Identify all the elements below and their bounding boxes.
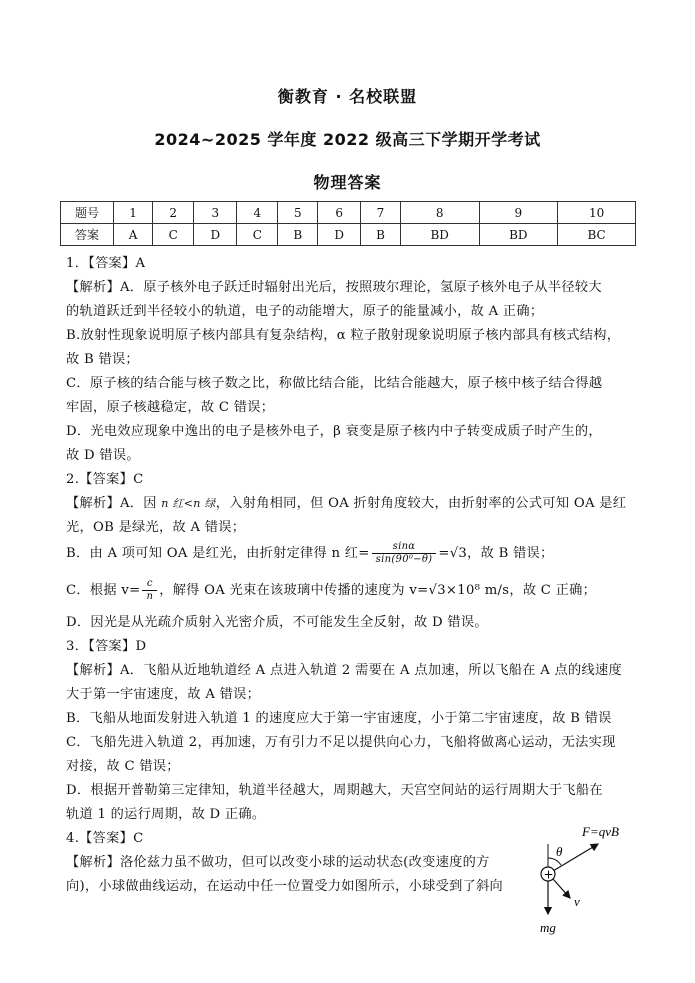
q2-text-part: 【解析】A．因	[66, 496, 162, 511]
q1-answer: 1．【答案】A	[66, 256, 146, 271]
force-label: F=qvB	[582, 824, 619, 839]
q1-text: C．原子核的结合能与核子数之比，称做比结合能，比结合能越大，原子核中核子结合得越	[66, 376, 603, 391]
q2-text-part: ，入射角相同，但 OA 折射角度较大，由折射率的公式可知 OA 是红	[215, 496, 627, 511]
force-diagram	[520, 822, 650, 937]
q1-text: D．光电效应现象中逸出的电子是核外电子，β 衰变是原子核内中子转变成质子时产生的，	[66, 424, 602, 439]
exam-title: 2024~2025 学年度 2022 级高三下学期开学考试	[154, 130, 541, 149]
table-cell: A	[114, 224, 153, 246]
charge-sign: +	[543, 867, 554, 882]
q3-text: 大于第一宇宙速度，故 A 错误；	[66, 687, 261, 702]
table-cell: D	[194, 224, 237, 246]
q3-text: 【解析】A．飞船从近地轨道经 A 点进入轨道 2 需要在 A 点加速，所以飞船在 A 点的线速度	[66, 663, 622, 678]
speed-fraction	[142, 578, 157, 603]
q1-text: 故 D 错误。	[66, 448, 140, 463]
fraction-denominator: n	[146, 591, 154, 602]
q3-text: D．根据开普勒第三定律知，轨道半径越大，周期越大，天宫空间站的运行周期大于飞船在	[66, 783, 603, 798]
q4-text: 【解析】洛伦兹力虽不做功，但可以改变小球的运动状态(改变速度的方	[66, 855, 490, 870]
q3-text: B．飞船从地面发射进入轨道 1 的速度应大于第一宇宙速度，小于第二宇宙速度，故 B 错误	[66, 711, 612, 726]
table-cell: 题号	[61, 202, 114, 224]
q2-text-part: B．由 A 项可知 OA 是红光，由折射定律得 n 红=	[66, 546, 370, 561]
table-cell: 8	[400, 202, 479, 224]
fraction-numerator: sinα	[372, 541, 437, 554]
table-cell: C	[237, 224, 278, 246]
table-cell: D	[318, 224, 361, 246]
q2-text	[66, 495, 626, 512]
q2-text-part: =√3，故 B 错误；	[438, 546, 554, 561]
table-cell: 7	[361, 202, 401, 224]
refraction-fraction	[372, 541, 437, 566]
table-cell: B	[278, 224, 318, 246]
q1-text: 牢固，原子核越稳定，故 C 错误；	[66, 400, 275, 415]
q4-answer: 4.【答案】C	[66, 831, 144, 846]
table-cell: 1	[114, 202, 153, 224]
table-cell: 3	[194, 202, 237, 224]
table-cell: BD	[479, 224, 558, 246]
table-cell: 6	[318, 202, 361, 224]
q2-answer: 2.【答案】C	[66, 472, 144, 487]
angle-label: θ	[556, 844, 563, 859]
q1-text: 故 B 错误；	[66, 352, 139, 367]
table-cell: BD	[400, 224, 479, 246]
table-cell: B	[361, 224, 401, 246]
gravity-label: mg	[540, 920, 556, 935]
q2-text-part: ，解得 OA 光束在该玻璃中传播的速度为 v=√3×10⁸ m/s，故 C 正确；	[159, 583, 597, 598]
table-cell: C	[153, 224, 194, 246]
table-cell: 4	[237, 202, 278, 224]
velocity-label: v	[574, 894, 580, 909]
q2-text: D．因光是从光疏介质射入光密介质，不可能发生全反射，故 D 错误。	[66, 615, 488, 630]
table-cell: BC	[558, 224, 636, 246]
q4-text: 向)，小球做曲线运动，在运动中任一位置受力如图所示，小球受到了斜向	[66, 879, 504, 894]
q3-text: 轨道 1 的运行周期，故 D 正确。	[66, 807, 266, 822]
q3-text: 对接，故 C 错误；	[66, 759, 180, 774]
table-cell: 9	[479, 202, 558, 224]
velocity-arrow	[553, 879, 570, 898]
q2-text	[66, 541, 554, 567]
q1-text: 【解析】A．原子核外电子跃迁时辐射出光后，按照玻尔理论，氢原子核外电子从半径较大	[66, 280, 602, 295]
table-cell: 2	[153, 202, 194, 224]
fraction-numerator: c	[142, 578, 157, 591]
q2-inequality: n 红<n 绿	[161, 497, 216, 510]
angle-arc	[548, 858, 561, 865]
q1-text: B.放射性现象说明原子核内部具有复杂结构，α 粒子散射现象说明原子核内部具有核式结构，	[66, 328, 621, 343]
table-cell: 10	[558, 202, 636, 224]
fraction-denominator: sin(90⁰−θ)	[375, 554, 433, 565]
subject-title: 物理答案	[313, 173, 382, 192]
org-title: 衡教育 · 名校联盟	[277, 87, 418, 106]
q1-text: 的轨道跃迁到半径较小的轨道，电子的动能增大，原子的能量减小，故 A 正确；	[66, 304, 544, 319]
q3-answer: 3．【答案】D	[66, 639, 147, 654]
table-cell: 5	[278, 202, 318, 224]
q2-text-part: C．根据 v=	[66, 583, 141, 598]
table-cell: 答案	[61, 224, 114, 246]
q3-text: C．飞船先进入轨道 2，再加速，万有引力不足以提供向心力，飞船将做离心运动，无法实现	[66, 735, 616, 750]
table-row	[61, 224, 636, 246]
q2-text	[66, 578, 596, 604]
q2-text: 光，OB 是绿光，故 A 错误；	[66, 520, 246, 535]
answer-table	[60, 201, 636, 246]
table-row	[61, 202, 636, 224]
